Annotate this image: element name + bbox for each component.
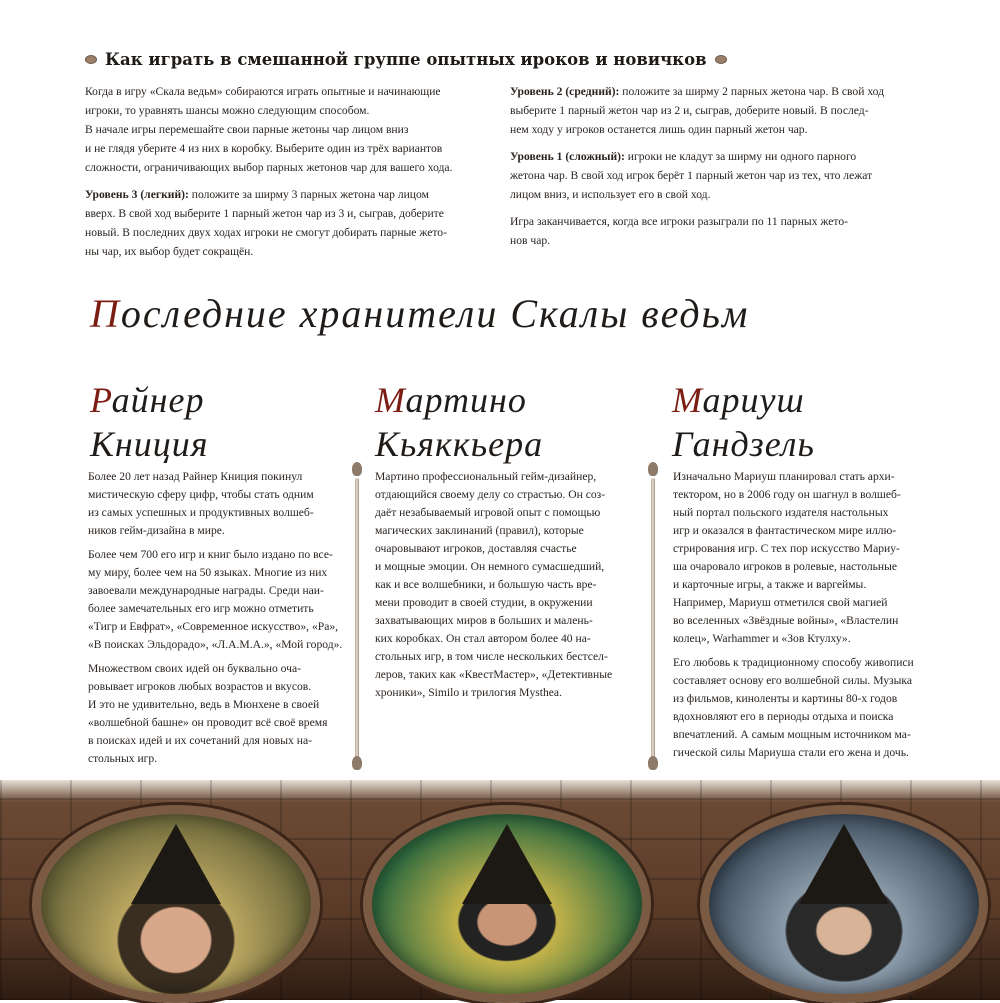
text-line: новый. В последних двух ходах игроки не смогут добирать парные жето- [85, 226, 447, 239]
text-line: колец», Warhammer и «Зов Ктулху». [673, 632, 851, 645]
designer-name-3 [672, 378, 815, 466]
text-line: Игра заканчивается, когда все игроки разыграли по 11 парных жето- [510, 215, 848, 228]
text-line: му миру, более чем на 50 языках. Многие из них [88, 566, 328, 579]
text-line: составляет основу его волшебной силы. Музыка [673, 674, 913, 687]
text-line: даёт незабываемый игровой опыт с помощью [375, 506, 601, 519]
paragraph [88, 546, 348, 654]
text-line: Его любовь к традиционному способу живописи [673, 656, 914, 669]
portrait-gandzel [700, 805, 988, 1003]
text-line: магических заклинаний (правил), которые [375, 524, 584, 537]
text-line: вдохновляют его в периоды отдыха и поиска [673, 710, 894, 723]
text-line: из фильмов, киноленты и картины 80-х годов [673, 692, 898, 705]
name-initial: Р [90, 380, 112, 420]
designer-name-2 [375, 378, 543, 466]
column-divider [648, 462, 658, 772]
text-line: захватывающих миров в больших и малень- [375, 614, 593, 627]
text-line: нов чар. [510, 234, 551, 247]
level-label: Уровень 2 (средний): [510, 85, 620, 98]
text-line: и карточные игры, а также и варгеймы. [673, 578, 867, 591]
paragraph [88, 468, 348, 540]
text-line: ный портал польского издателя настольных [673, 506, 889, 519]
text-line: «волшебной башне» он проводит всё своё время [88, 716, 328, 729]
text-line: В начале игры перемешайте свои парные жетоны чар лицом вниз [85, 123, 409, 136]
text-line: Уровень 3 (легкий): положите за ширму 3 парных жетона чар лицом [85, 188, 429, 201]
first-name: айнер [111, 380, 205, 420]
text-line: «В поисках Эльдорадо», «Л.А.М.А.», «Мой город». [88, 638, 343, 651]
text-line: стрирования игр. С тех пор искусство Мариу- [673, 542, 900, 555]
text-line: более замечательных его игр можно отметить [88, 602, 314, 615]
text-line: и не глядя уберите 4 из них в коробку. Выберите один из трёх вариантов [85, 142, 443, 155]
portrait-knizia [32, 805, 320, 1003]
text-line: И это не удивительно, ведь в Мюнхене в своей [88, 698, 320, 711]
surname: Кьяккьера [375, 424, 544, 464]
level-label: Уровень 3 (легкий): [85, 188, 189, 201]
paragraph [673, 468, 958, 648]
text-line: ша очаровало игроков в ролевые, настольные [673, 560, 898, 573]
text-line: Изначально Мариуш планировал стать архи- [673, 470, 895, 483]
column-divider [352, 462, 362, 772]
paragraph [673, 654, 958, 762]
text-line: ровывает игроков любых возрастов и вкусов. [88, 680, 312, 693]
text-line: Уровень 1 (сложный): игроки не кладут за ширму ни одного парного [510, 150, 857, 163]
howto-right-column [510, 82, 940, 258]
text-line: леров, таких как «КвестМастер», «Детективные [375, 668, 613, 681]
name-initial: М [375, 380, 406, 420]
wizard-hat-icon [799, 824, 889, 904]
title-rest: оследние хранители Скалы ведьм [120, 291, 750, 336]
wizard-hat-icon [462, 824, 552, 904]
paragraph [510, 82, 940, 139]
text-line: сложности, ограничивающих выбор парных жетонов чар для вашего хода. [85, 161, 453, 174]
level-label: Уровень 1 (сложный): [510, 150, 625, 163]
text-line: стольных игр. [88, 752, 158, 765]
text-line: Более чем 700 его игр и книг было издано по все- [88, 548, 333, 561]
designer-bio-1 [88, 468, 348, 774]
section-title [90, 290, 749, 337]
text-line: Например, Мариуш отметился свой магией [673, 596, 888, 609]
text-line: как и все волшебники, и большую часть вре- [375, 578, 597, 591]
text-line: Когда в игру «Скала ведьм» собираются играть опытные и начинающие [85, 85, 441, 98]
text-line: игр и оказался в фантастическом мире иллю- [673, 524, 897, 537]
text-line: лицом вниз, и использует его в свой ход. [510, 188, 711, 201]
text-line: очаровывают игроков, доставляя счастье [375, 542, 577, 555]
name-initial: М [672, 380, 703, 420]
howto-heading [85, 50, 727, 69]
first-name: ариуш [702, 380, 805, 420]
text-line: ких коробках. Он стал автором более 40 на- [375, 632, 591, 645]
text-line: нем ходу у игроков останется лишь один парный жетон чар. [510, 123, 808, 136]
paragraph [375, 468, 645, 702]
paragraph [85, 82, 505, 177]
text-line: в поисках идей и их сочетаний для новых на- [88, 734, 312, 747]
text-line: впечатлений. А самым мощным источником ма- [673, 728, 911, 741]
text-line: ны чар, их выбор будет сокращён. [85, 245, 254, 258]
text-line: из самых успешных и продуктивных волшеб- [88, 506, 314, 519]
first-name: артино [405, 380, 527, 420]
surname: Книция [90, 424, 209, 464]
text-line: жетона чар. В свой ход игрок берёт 1 парный жетон чар из тех, что лежат [510, 169, 873, 182]
text-line: ников гейм-дизайна в мире. [88, 524, 225, 537]
text-line: мени проводит в своей студии, в окружении [375, 596, 593, 609]
text-line: Уровень 2 (средний): положите за ширму 2 парных жетона чар. В свой ход [510, 85, 885, 98]
text-line: отдающийся своему делу со страстью. Он соз- [375, 488, 606, 501]
designer-name-1 [90, 378, 209, 466]
text-line: стольных игр, в том числе нескольких бестсел- [375, 650, 608, 663]
ornament-icon [715, 55, 727, 64]
text-line: Более 20 лет назад Райнер Книция покинул [88, 470, 303, 483]
text-line: вверх. В свой ход выберите 1 парный жетон чар из 3 и, сыграв, доберите [85, 207, 444, 220]
wizard-hat-icon [131, 824, 221, 904]
designer-bio-3 [673, 468, 958, 768]
designer-bio-2 [375, 468, 645, 708]
paragraph [85, 185, 505, 261]
text-line: гической силы Мариуша стали его жена и дочь. [673, 746, 909, 759]
title-initial: П [90, 291, 121, 336]
text-line: хроники», Similo и трилогия Mysthea. [375, 686, 562, 699]
text-line: во вселенных «Звёздные войны», «Властелин [673, 614, 899, 627]
howto-title: Как играть в смешанной группе опытных ироков и новичков [105, 50, 707, 69]
howto-left-column [85, 82, 505, 269]
text-line: и мощные эмоции. Он немного сумасшедший, [375, 560, 605, 573]
text-line: мистическую сферу цифр, чтобы стать одним [88, 488, 314, 501]
text-line: Множеством своих идей он буквально оча- [88, 662, 301, 675]
paragraph [88, 660, 348, 768]
text-line: Мартино профессиональный гейм-дизайнер, [375, 470, 597, 483]
paragraph [510, 212, 940, 250]
ornament-icon [85, 55, 97, 64]
text-line: «Тигр и Евфрат», «Современное искусство», «Ра», [88, 620, 339, 633]
portrait-chiacchiera [363, 805, 651, 1003]
text-line: завоевали международные награды. Среди наи- [88, 584, 324, 597]
paragraph [510, 147, 940, 204]
text-line: тектором, но в 2006 году он шагнул в волшеб- [673, 488, 901, 501]
text-line: игроки, то уравнять шансы можно следующим способом. [85, 104, 370, 117]
surname: Гандзель [672, 424, 815, 464]
text-line: выберите 1 парный жетон чар из 2 и, сыграв, доберите новый. В послед- [510, 104, 869, 117]
